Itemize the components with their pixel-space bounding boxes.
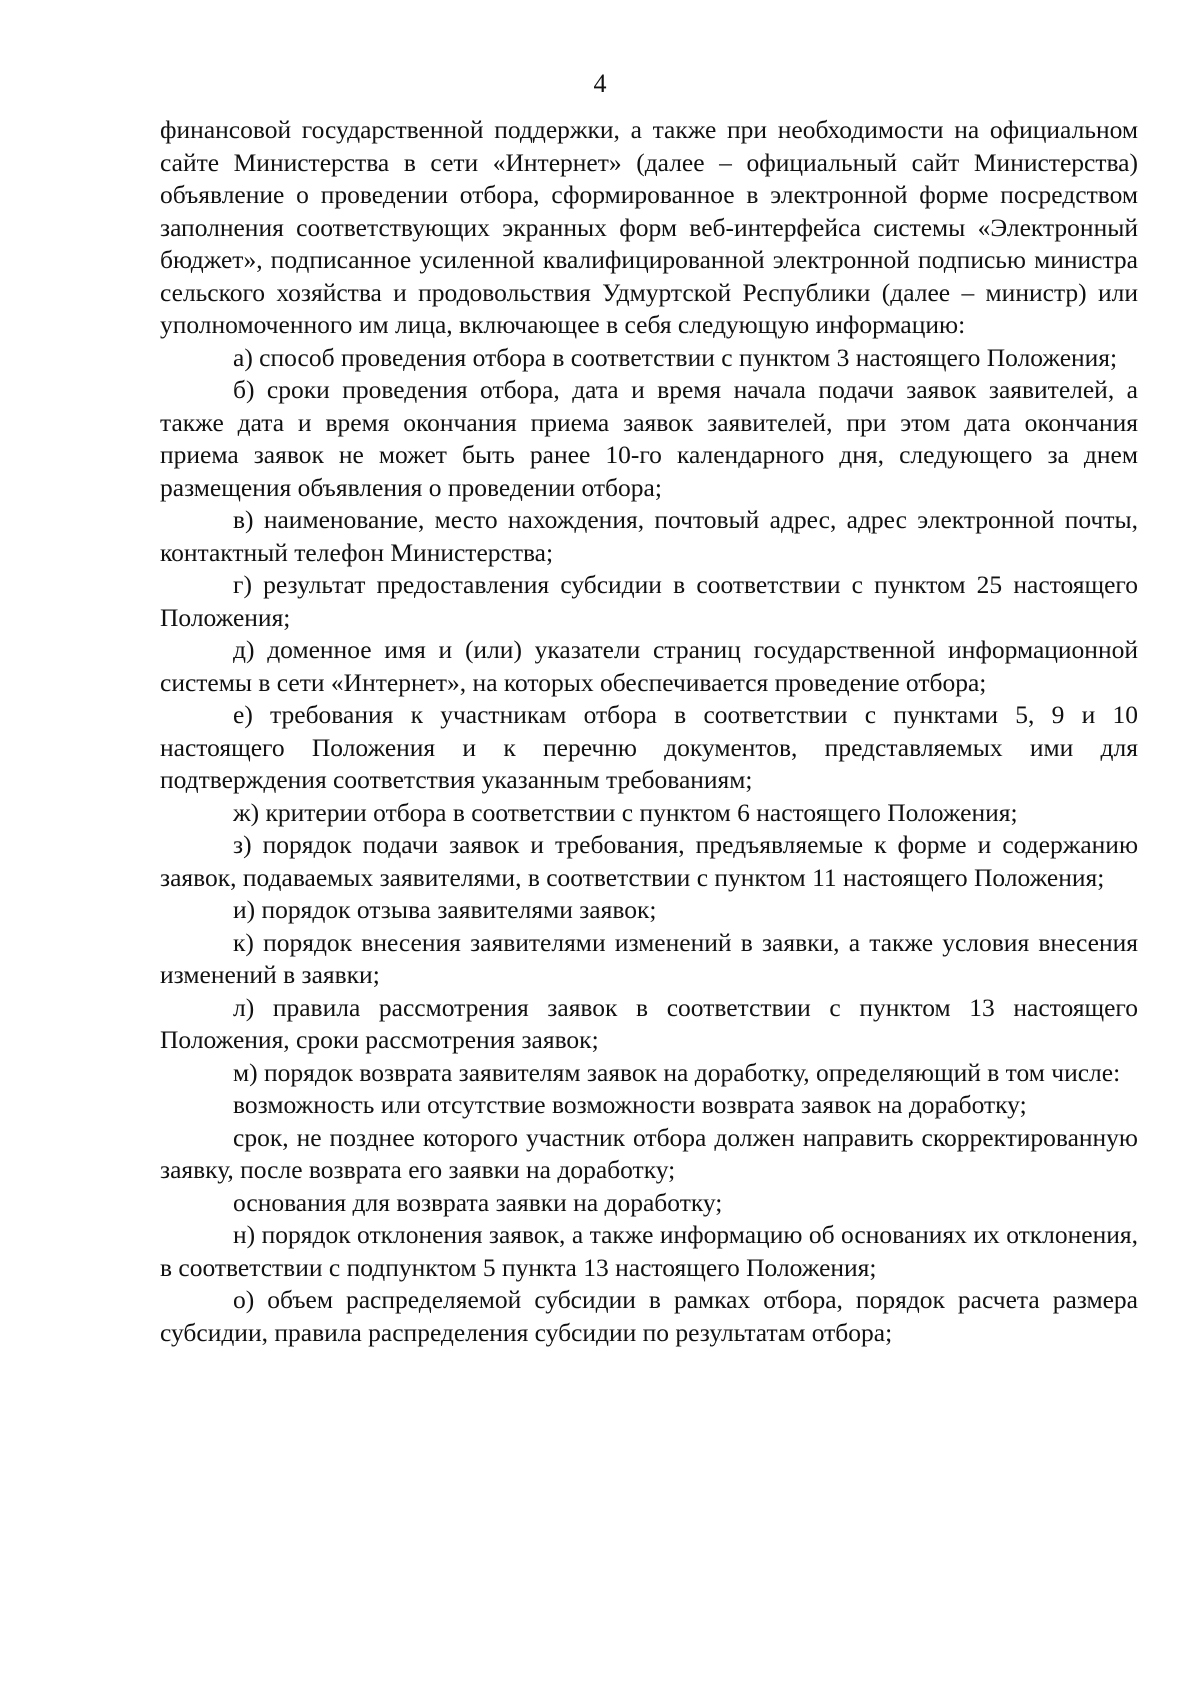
paragraph: е) требования к участникам отбора в соответствии с пунктами 5, 9 и 10 настоящего Положения и к перечню документов, представляемых ими для подтверждения соответствия указанным требованиям; [160,700,1138,794]
paragraph: и) порядок отзыва заявителями заявок; [233,895,657,924]
paragraph: н) порядок отклонения заявок, а также информацию об основаниях их отклонения, в соответствии с подпунктом 5 пункта 13 настоящего Положения; [160,1220,1138,1282]
page-number: 4 [593,69,607,98]
paragraph: о) объем распределяемой субсидии в рамках отбора, порядок расчета размера субсидии, правила распределения субсидии по результатам отбора; [160,1285,1138,1347]
paragraph: финансовой государственной поддержки, а также при необходимости на официальном сайте Министерства в сети «Интернет» (далее – официальный сайт Министерства) объявление о проведении отбора, сформированное в электронной форме посредством заполнения соответствующих экранных форм веб-интерфейса системы «Электронный бюджет», подписанное усиленной квалифицированной электронной подписью министра сельского хозяйства и продовольствия Удмуртской Республики (далее – министр) или уполномоченного им лица, включающее в себя следующую информацию: [160,115,1138,339]
paragraph: основания для возврата заявки на доработку; [233,1187,723,1217]
paragraph: в) наименование, место нахождения, почтовый адрес, адрес электронной почты, контактный телефон Министерства; [160,505,1138,567]
paragraph: возможность или отсутствие возможности возврата заявок на доработку; [233,1090,1027,1119]
paragraph: срок, не позднее которого участник отбора должен направить скорректированную заявку, после возврата его заявки на доработку; [160,1122,1138,1184]
paragraph: д) доменное имя и (или) указатели страниц государственной информационной системы в сети «Интернет», на которых обеспечивается проведение отбора; [160,635,1138,697]
paragraph: л) правила рассмотрения заявок в соответствии с пунктом 13 настоящего Положения, сроки рассмотрения заявок; [160,992,1138,1054]
paragraph: ж) критерии отбора в соответствии с пунктом 6 настоящего Положения; [233,797,1018,827]
document-body [160,114,1138,1349]
paragraph: г) результат предоставления субсидии в соответствии с пунктом 25 настоящего Положения; [160,570,1138,632]
paragraph: з) порядок подачи заявок и требования, предъявляемые к форме и содержанию заявок, подаваемых заявителями, в соответствии с пунктом 11 настоящего Положения; [160,830,1138,892]
paragraph: б) сроки проведения отбора, дата и время начала подачи заявок заявителей, а также дата и время окончания приема заявок заявителей, при этом дата окончания приема заявок не может быть ранее 10-го календарного дня, следующего за днем размещения объявления о проведении отбора; [160,375,1138,502]
paragraph: а) способ проведения отбора в соответствии с пунктом 3 настоящего Положения; [233,342,1118,372]
paragraph: к) порядок внесения заявителями изменений в заявки, а также условия внесения изменений в заявки; [160,927,1138,989]
paragraph: м) порядок возврата заявителям заявок на доработку, определяющий в том числе: [233,1057,1121,1087]
